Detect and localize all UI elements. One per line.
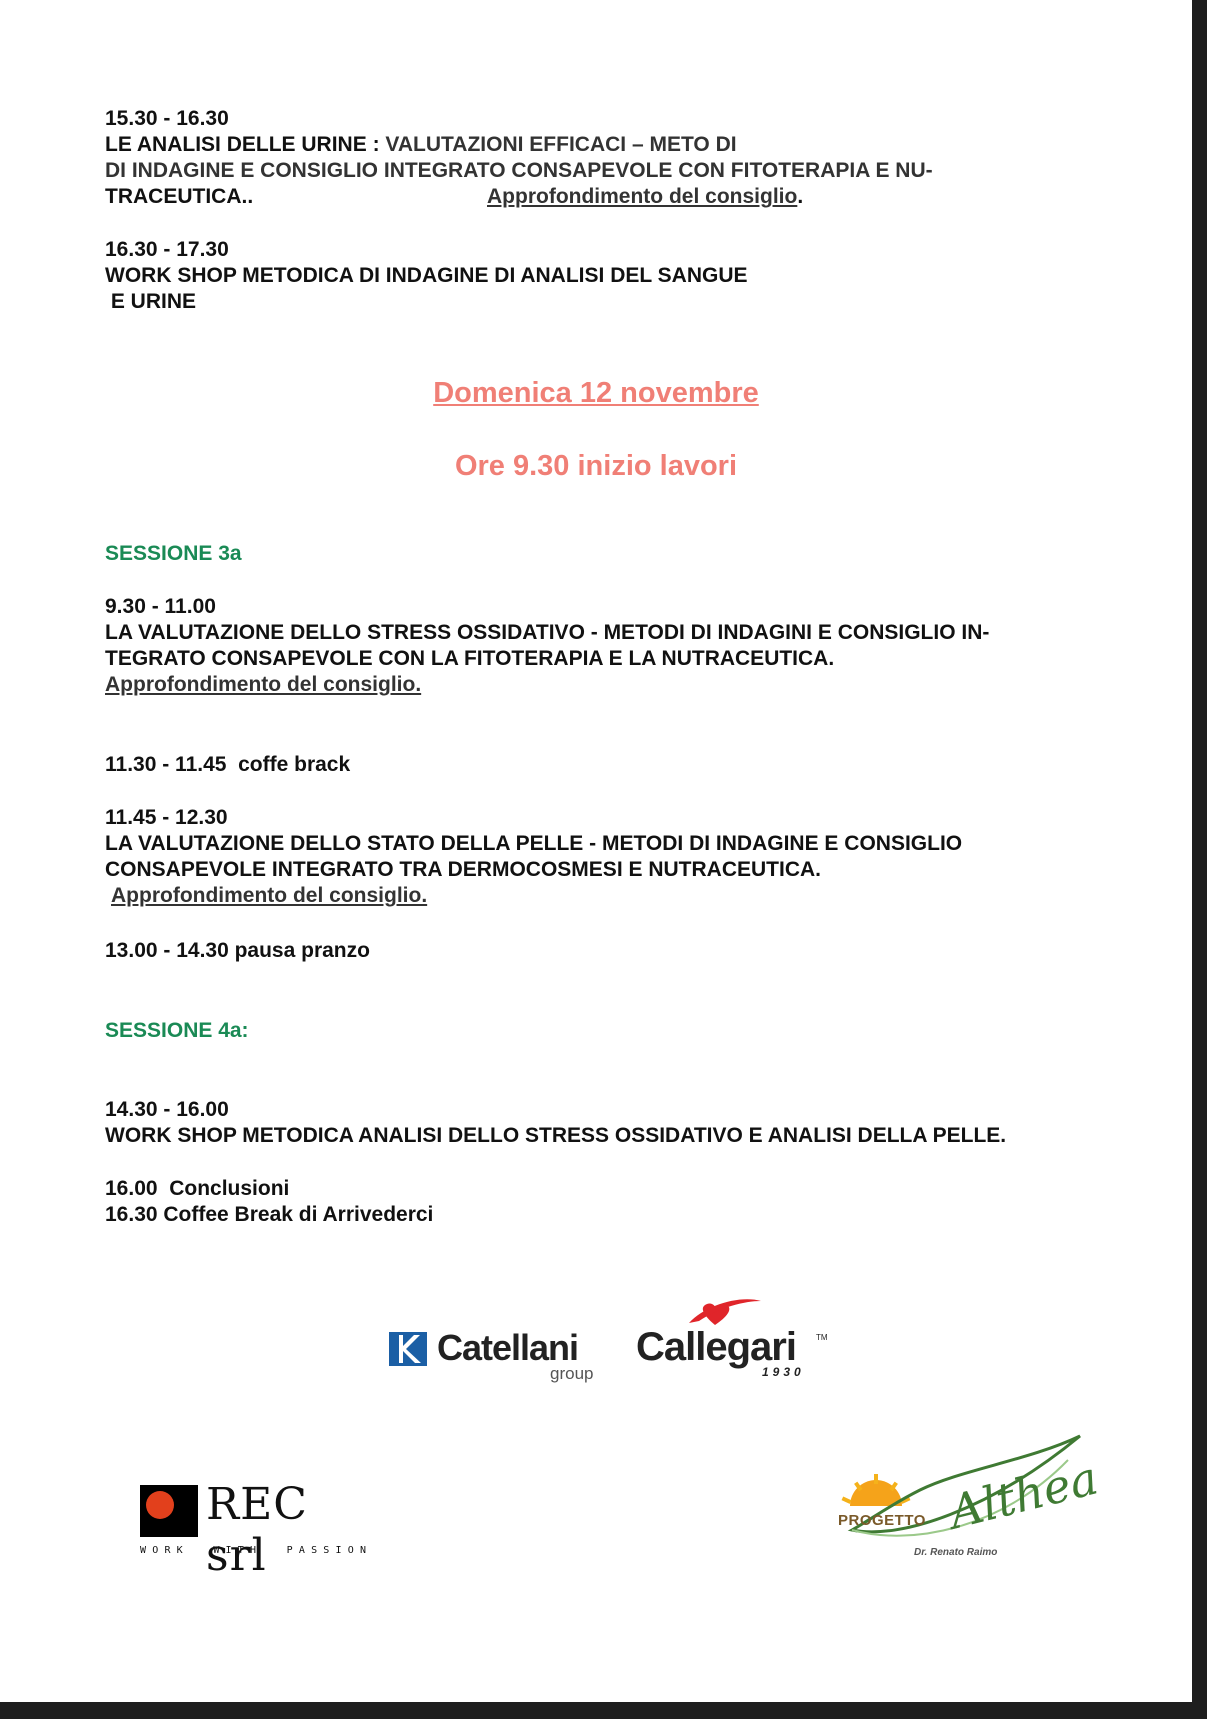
consiglio-link[interactable]: Approfondimento del consiglio — [487, 185, 798, 208]
consiglio-link[interactable]: Approfondimento del consiglio. — [111, 884, 428, 907]
slot-title-line: LA VALUTAZIONE DELLO STRESS OSSIDATIVO - METODI DI INDAGINI E CONSIGLIO IN- — [105, 621, 990, 644]
slot-title: LE ANALISI DELLE URINE : — [105, 133, 386, 156]
slot-time: 16.30 - 17.30 — [105, 238, 229, 261]
session-label: SESSIONE 3a — [105, 542, 242, 565]
catellani-mark-icon — [389, 1332, 427, 1366]
slot-time: 11.45 - 12.30 — [105, 806, 228, 829]
day-start: Ore 9.30 inizio lavori — [454, 450, 738, 482]
rec-name: REC srl — [206, 1479, 308, 1581]
slot-title-line: TEGRATO CONSAPEVOLE CON LA FITOTERAPIA E LA NUTRACEUTICA. — [105, 647, 835, 670]
slot-title-line: WORK SHOP METODICA DI INDAGINE DI ANALISI DEL SANGUE — [105, 264, 748, 287]
rec-logo — [140, 1479, 380, 1581]
lunch-break: 13.00 - 14.30 pausa pranzo — [105, 939, 370, 962]
consiglio-link-wrap — [487, 184, 803, 210]
day-heading: Domenica 12 novembre — [433, 377, 759, 409]
slot-desc-line — [105, 184, 804, 210]
slot-title-line — [105, 132, 737, 158]
althea-logo — [830, 1430, 1103, 1560]
rec-tagline: WORK WITH PASSION — [140, 1545, 373, 1556]
slot-time: 15.30 - 16.30 — [105, 107, 229, 130]
callegari-year: 1930 — [762, 1365, 805, 1379]
rec-square-icon — [140, 1485, 198, 1537]
slot-title-line: LA VALUTAZIONE DELLO STATO DELLA PELLE - METODI DI INDAGINE E CONSIGLIO — [105, 832, 963, 855]
slot-title-line: E URINE — [105, 290, 197, 313]
catellani-sub: group — [550, 1364, 594, 1383]
page-edge-right — [1192, 0, 1207, 1719]
slot-desc: TRACEUTICA.. — [105, 185, 254, 208]
consiglio-link[interactable]: Approfondimento del consiglio. — [105, 673, 422, 696]
slot-time: 9.30 - 11.00 — [105, 595, 216, 618]
callegari-logo — [630, 1295, 830, 1385]
althea-name: Althea — [943, 1450, 1103, 1540]
slot-time: 14.30 - 16.00 — [105, 1098, 229, 1121]
slot-title-line: WORK SHOP METODICA ANALISI DELLO STRESS OSSIDATIVO E ANALISI DELLA PELLE. — [105, 1124, 1007, 1147]
althea-word: PROGETTO — [838, 1512, 926, 1529]
callegari-name: Callegari — [636, 1325, 796, 1369]
period: . — [797, 185, 804, 208]
catellani-logo — [385, 1325, 605, 1385]
catellani-name: Catellani — [437, 1327, 579, 1368]
althea-doctor: Dr. Renato Raimo — [914, 1547, 998, 1558]
page-edge-bottom — [0, 1702, 1207, 1719]
conclusion: 16.00 Conclusioni — [105, 1177, 290, 1200]
slot-desc-line: DI INDAGINE E CONSIGLIO INTEGRATO CONSAPEVOLE CON FITOTERAPIA E NU- — [105, 159, 933, 182]
coffee-break: 11.30 - 11.45 coffe brack — [105, 753, 351, 776]
session-label: SESSIONE 4a: — [105, 1019, 249, 1042]
slot-title-rest: VALUTAZIONI EFFICACI – METO DI — [385, 133, 737, 156]
callegari-tm: TM — [816, 1333, 828, 1342]
farewell-break: 16.30 Coffee Break di Arrivederci — [105, 1203, 434, 1226]
slot-title-line: CONSAPEVOLE INTEGRATO TRA DERMOCOSMESI E NUTRACEUTICA. — [105, 858, 821, 881]
